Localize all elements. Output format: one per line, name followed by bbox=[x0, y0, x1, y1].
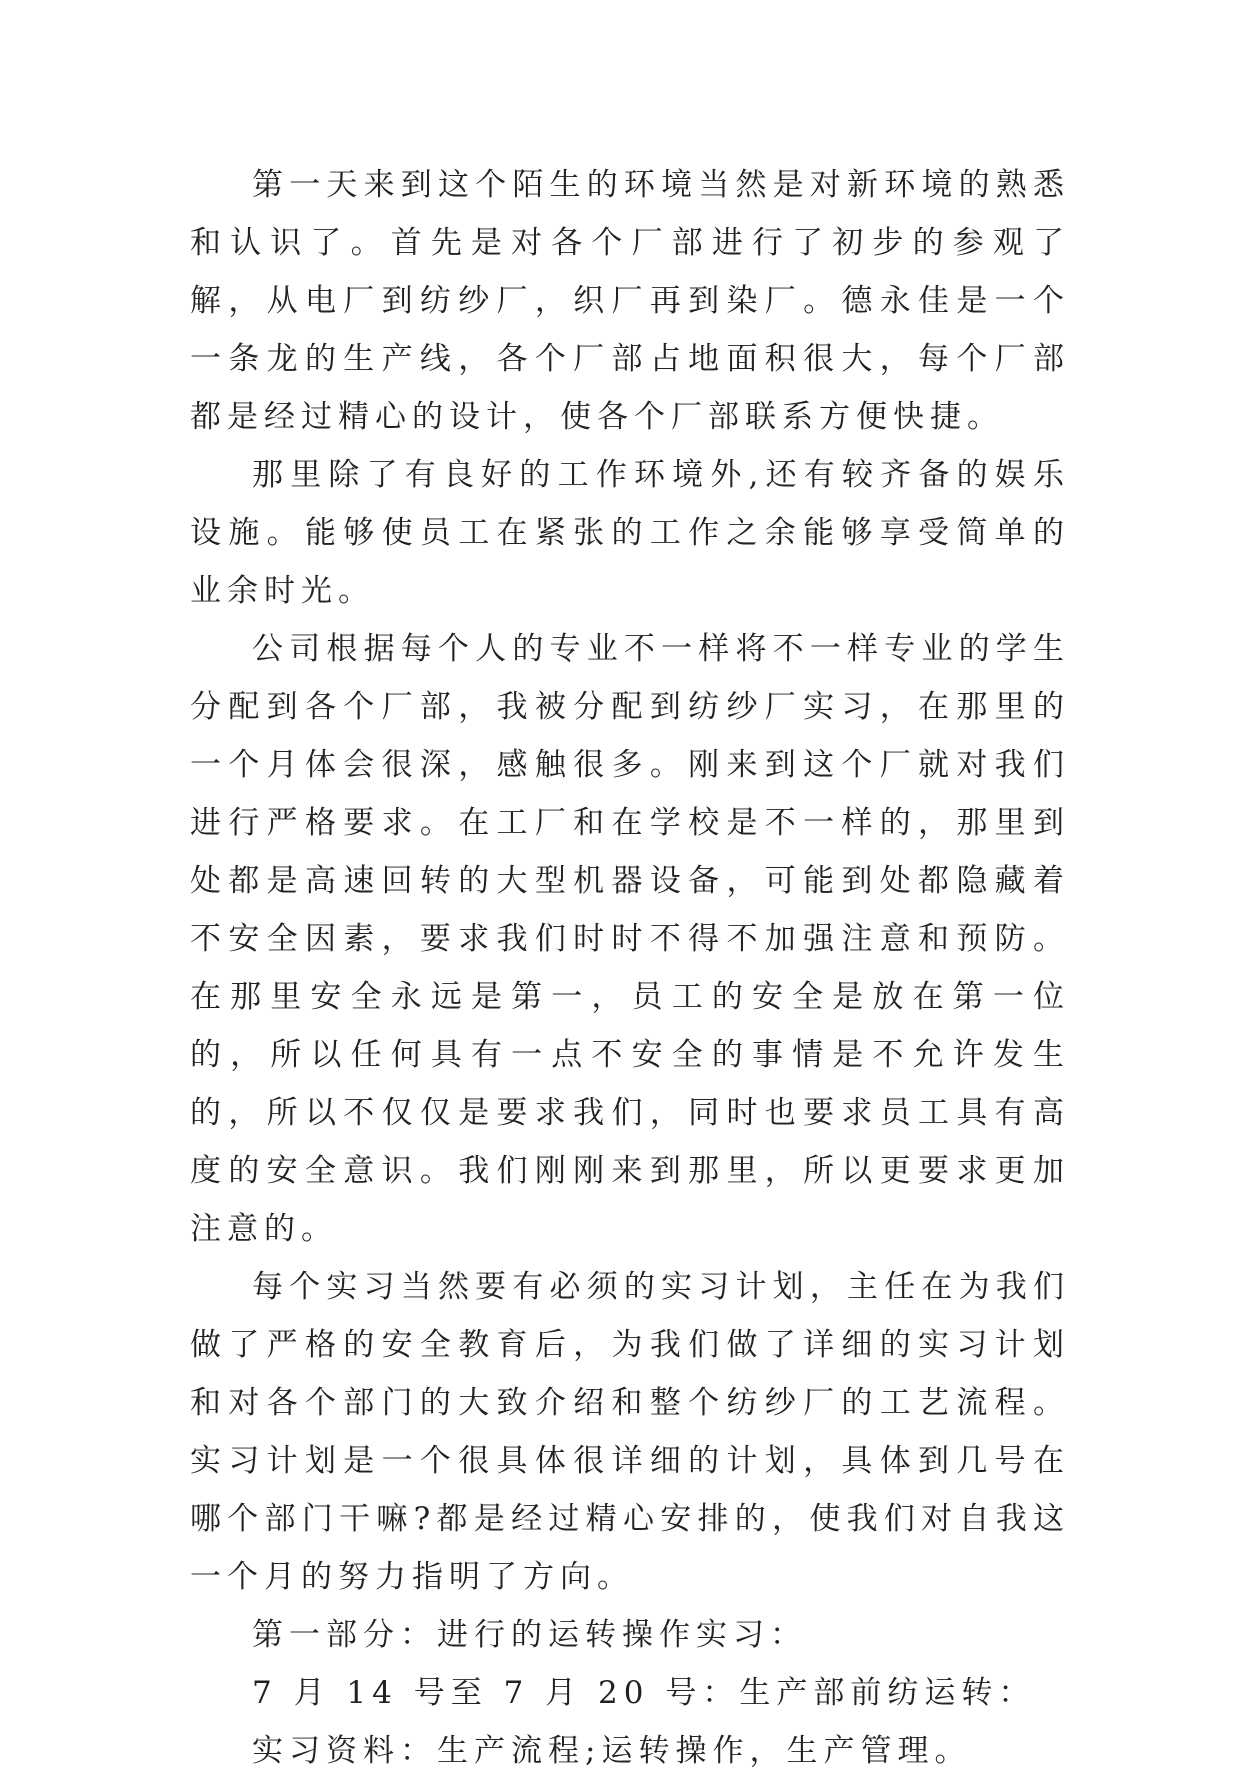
document-page bbox=[190, 156, 1070, 1780]
materials-line: 实习资料：生产流程;运转操作，生产管理。 bbox=[252, 1733, 972, 1769]
section-heading-part-one: 第一部分：进行的运转操作实习： bbox=[252, 1617, 807, 1653]
paragraph-plan: 每个实习当然要有必须的实习计划，主任在为我们做了严格的安全教育后，为我们做了详细的实习计划和对各个部门的大致介绍和整个纺纱厂的工艺流程。实习计划是一个很具体很详细的计划，具体到几号在哪个部门干嘛?都是经过精心安排的，使我们对自我这一个月的努力指明了方向。 bbox=[190, 1269, 1070, 1595]
paragraph-facilities: 那里除了有良好的工作环境外,还有较齐备的娱乐设施。能够使员工在紧张的工作之余能够享受简单的业余时光。 bbox=[190, 457, 1070, 609]
schedule-line: 7 月 14 号至 7 月 20 号：生产部前纺运转： bbox=[252, 1675, 1036, 1711]
paragraph-first-day: 第一天来到这个陌生的环境当然是对新环境的熟悉和认识了。首先是对各个厂部进行了初步的参观了解，从电厂到纺纱厂，织厂再到染厂。德永佳是一个一条龙的生产线，各个厂部占地面积很大，每个厂部都是经过精心的设计，使各个厂部联系方便快捷。 bbox=[190, 167, 1070, 435]
paragraph-assignment: 公司根据每个人的专业不一样将不一样专业的学生分配到各个厂部，我被分配到纺纱厂实习，在那里的一个月体会很深，感触很多。刚来到这个厂就对我们进行严格要求。在工厂和在学校是不一样的，那里到处都是高速回转的大型机器设备，可能到处都隐藏着不安全因素，要求我们时时不得不加强注意和预防。在那里安全永远是第一，员工的安全是放在第一位的，所以任何具有一点不安全的事情是不允许发生的，所以不仅仅是要求我们，同时也要求员工具有高度的安全意识。我们刚刚来到那里，所以更要求更加注意的。 bbox=[190, 631, 1070, 1247]
